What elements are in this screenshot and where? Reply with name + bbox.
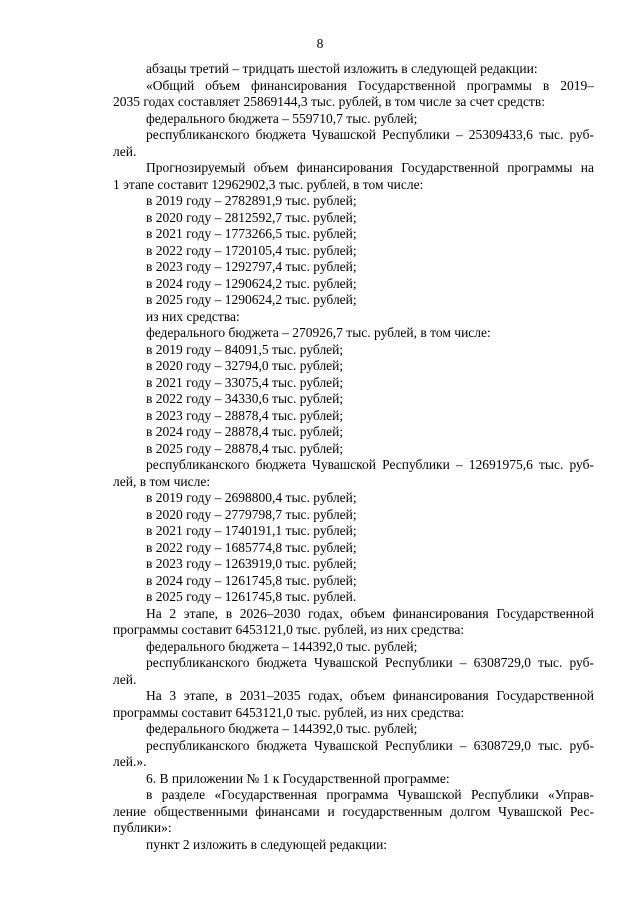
text-line: в 2024 году – 1261745,8 тыс. рублей;: [146, 572, 357, 588]
text-line: из них средства:: [146, 308, 240, 324]
text-line: пункт 2 изложить в следующей редакции:: [146, 836, 388, 852]
text-line: На 2 этапе, в 2026–2030 годах, объем финансирования Государственной: [146, 605, 594, 621]
document-body: [113, 61, 594, 853]
text-line: в 2023 году – 28878,4 тыс. рублей;: [146, 407, 344, 423]
text-line: в разделе «Государственная программа Чувашской Республики «Управ-: [146, 787, 594, 802]
text-line: федерального бюджета – 144392,0 тыс. рублей;: [146, 721, 418, 736]
text-line: ление общественными финансами и государственным долгом Чувашской Рес-: [113, 803, 594, 819]
text-line: в 2025 году – 1261745,8 тыс. рублей.: [146, 589, 357, 604]
text-line: Прогнозируемый объем финансирования Государственной программы на: [146, 160, 594, 175]
text-line: в 2024 году – 28878,4 тыс. рублей;: [146, 424, 344, 439]
text-line: федерального бюджета – 559710,7 тыс. рублей;: [146, 110, 418, 126]
text-line: в 2022 году – 34330,6 тыс. рублей;: [146, 391, 344, 406]
text-line: в 2021 году – 33075,4 тыс. рублей;: [146, 374, 344, 390]
text-line: в 2024 году – 1290624,2 тыс. рублей;: [146, 275, 357, 291]
text-line: лей, в том числе:: [113, 473, 211, 489]
text-line: лей.: [113, 143, 137, 159]
text-line: республиканского бюджета Чувашской Республики – 6308729,0 тыс. руб-: [146, 655, 594, 670]
text-line: в 2025 году – 28878,4 тыс. рублей;: [146, 440, 344, 456]
text-line: в 2020 году – 2779798,7 тыс. рублей;: [146, 506, 357, 522]
text-line: в 2025 году – 1290624,2 тыс. рублей;: [146, 292, 357, 307]
text-line: абзацы третий – тридцать шестой изложить в следующей редакции:: [146, 61, 538, 76]
text-line: федерального бюджета – 144392,0 тыс. рублей;: [146, 638, 418, 654]
text-line: в 2023 году – 1292797,4 тыс. рублей;: [146, 259, 357, 274]
text-line: в 2021 году – 1740191,1 тыс. рублей;: [146, 523, 357, 538]
page-number: 8: [316, 36, 324, 51]
text-line: лей.: [113, 671, 137, 687]
text-line: в 2022 году – 1685774,8 тыс. рублей;: [146, 539, 357, 555]
text-line: лей.».: [113, 754, 147, 769]
text-line: 6. В приложении № 1 к Государственной программе:: [146, 770, 450, 786]
text-line: На 3 этапе, в 2031–2035 годах, объем финансирования Государственной: [146, 688, 594, 703]
text-line: в 2019 году – 84091,5 тыс. рублей;: [146, 341, 344, 357]
text-line: 1 этапе составит 12962902,3 тыс. рублей, в том числе:: [113, 176, 424, 192]
text-line: республиканского бюджета Чувашской Республики – 6308729,0 тыс. руб-: [146, 737, 594, 753]
text-line: программы составит 6453121,0 тыс. рублей, из них средства:: [113, 704, 465, 720]
text-line: публики»:: [113, 820, 172, 835]
text-line: республиканского бюджета Чувашской Республики – 12691975,6 тыс. руб-: [146, 457, 594, 472]
text-line: в 2023 году – 1263919,0 тыс. рублей;: [146, 556, 357, 571]
text-line: республиканского бюджета Чувашской Республики – 25309433,6 тыс. руб-: [146, 127, 594, 142]
text-line: в 2020 году – 32794,0 тыс. рублей;: [146, 358, 344, 373]
text-line: в 2019 году – 2698800,4 тыс. рублей;: [146, 490, 357, 505]
text-line: 2035 годах составляет 25869144,3 тыс. рублей, в том числе за счет средств:: [113, 94, 545, 109]
text-line: программы составит 6453121,0 тыс. рублей, из них средства:: [113, 622, 465, 637]
text-line: в 2021 году – 1773266,5 тыс. рублей;: [146, 226, 357, 241]
text-line: в 2022 году – 1720105,4 тыс. рублей;: [146, 242, 357, 258]
text-line: «Общий объем финансирования Государственной программы в 2019–: [146, 77, 594, 93]
text-line: в 2019 году – 2782891,9 тыс. рублей;: [146, 193, 357, 208]
text-line: в 2020 году – 2812592,7 тыс. рублей;: [146, 209, 357, 225]
text-line: федерального бюджета – 270926,7 тыс. рублей, в том числе:: [146, 325, 491, 340]
